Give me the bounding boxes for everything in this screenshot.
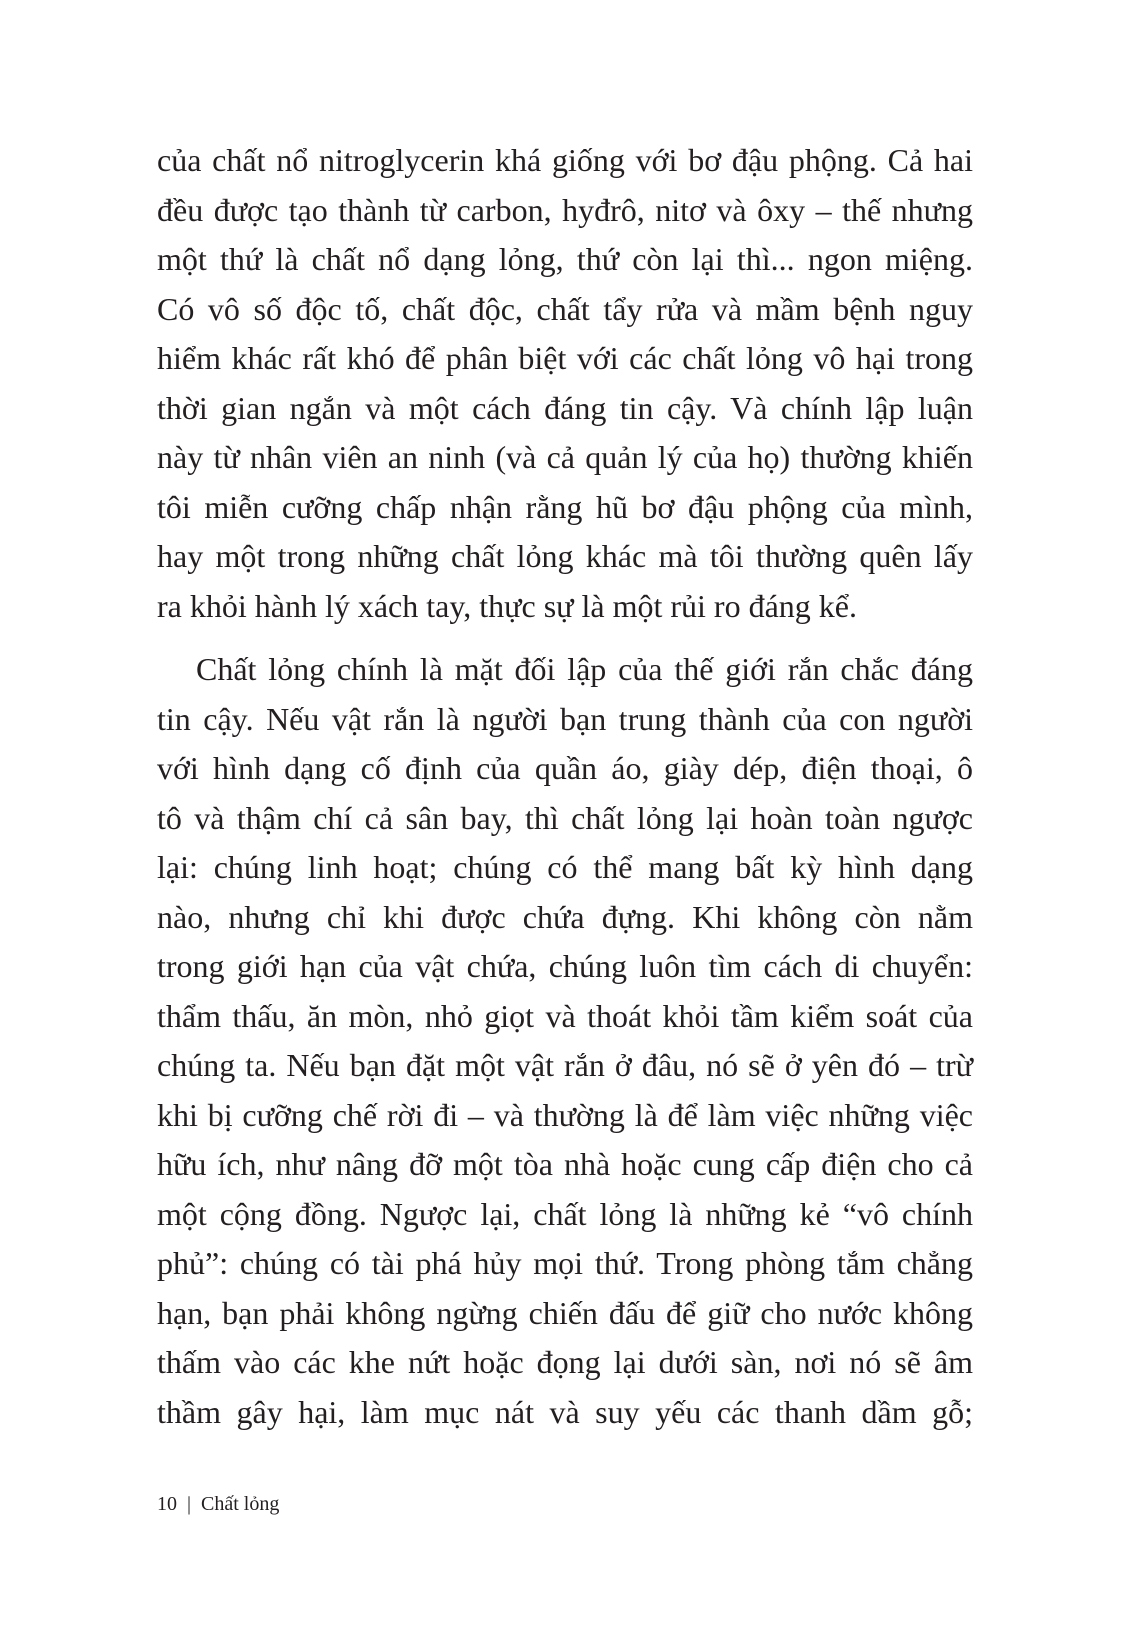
text-line: hữu ích, như nâng đỡ một tòa nhà hoặc cung cấp điện cho cả xyxy=(157,1146,973,1182)
text-line: một thứ là chất nổ dạng lỏng, thứ còn lại thì... ngon miệng. xyxy=(157,241,973,277)
text-line: tôi miễn cưỡng chấp nhận rằng hũ bơ đậu phộng của mình, xyxy=(157,488,973,525)
text-line: trong giới hạn của vật chứa, chúng luôn tìm cách di chuyển: xyxy=(157,948,973,984)
page-number: 10 xyxy=(157,1493,177,1515)
text-line: nào, nhưng chỉ khi được chứa đựng. Khi không còn nằm xyxy=(157,898,973,935)
text-line: hiểm khác rất khó để phân biệt với các chất lỏng vô hại trong xyxy=(157,340,973,376)
text-line: tô và thậm chí cả sân bay, thì chất lỏng lại hoàn toàn ngược xyxy=(157,799,973,836)
text-line: này từ nhân viên an ninh (và cả quản lý của họ) thường khiến xyxy=(157,439,973,475)
text-line: Có vô số độc tố, chất độc, chất tẩy rửa và mầm bệnh nguy xyxy=(157,290,973,327)
text-line: của chất nổ nitroglycerin khá giống với bơ đậu phộng. Cả hai xyxy=(157,142,973,178)
text-line: tin cậy. Nếu vật rắn là người bạn trung thành của con người xyxy=(157,700,973,737)
text-line: một cộng đồng. Ngược lại, chất lỏng là những kẻ “vô chính xyxy=(157,1195,973,1232)
text-line: phủ”: chúng có tài phá hủy mọi thứ. Trong phòng tắm chẳng xyxy=(157,1245,973,1281)
chapter-title: Chất lỏng xyxy=(201,1493,280,1515)
text-line: hay một trong những chất lỏng khác mà tôi thường quên lấy xyxy=(157,538,973,574)
page-footer xyxy=(157,1492,279,1516)
text-line: chúng ta. Nếu bạn đặt một vật rắn ở đâu, nó sẽ ở yên đó – trừ xyxy=(157,1047,973,1083)
text-line: lại: chúng linh hoạt; chúng có thể mang bất kỳ hình dạng xyxy=(157,849,973,885)
text-line: đều được tạo thành từ carbon, hyđrô, nitơ và ôxy – thế nhưng xyxy=(157,191,973,228)
paragraph-1 xyxy=(157,136,973,631)
text-line: hạn, bạn phải không ngừng chiến đấu để giữ cho nước không xyxy=(157,1294,973,1331)
text-line: thẩm thấu, ăn mòn, nhỏ giọt và thoát khỏi tầm kiểm soát của xyxy=(157,997,973,1034)
text-line: Chất lỏng chính là mặt đối lập của thế giới rắn chắc đáng xyxy=(196,651,973,687)
text-line: khi bị cưỡng chế rời đi – và thường là để làm việc những việc xyxy=(157,1096,973,1133)
text-line: ra khỏi hành lý xách tay, thực sự là một rủi ro đáng kể. xyxy=(157,587,857,624)
text-line: thầm gây hại, làm mục nát và suy yếu các thanh dầm gỗ; xyxy=(157,1393,973,1430)
text-line: thời gian ngắn và một cách đáng tin cậy. Và chính lập luận xyxy=(157,389,973,426)
body-text xyxy=(157,136,973,1437)
paragraph-2 xyxy=(157,645,973,1437)
text-line: thấm vào các khe nứt hoặc đọng lại dưới sàn, nơi nó sẽ âm xyxy=(157,1344,973,1380)
text-line: với hình dạng cố định của quần áo, giày dép, điện thoại, ô xyxy=(157,750,973,786)
footer-separator: | xyxy=(187,1493,192,1515)
